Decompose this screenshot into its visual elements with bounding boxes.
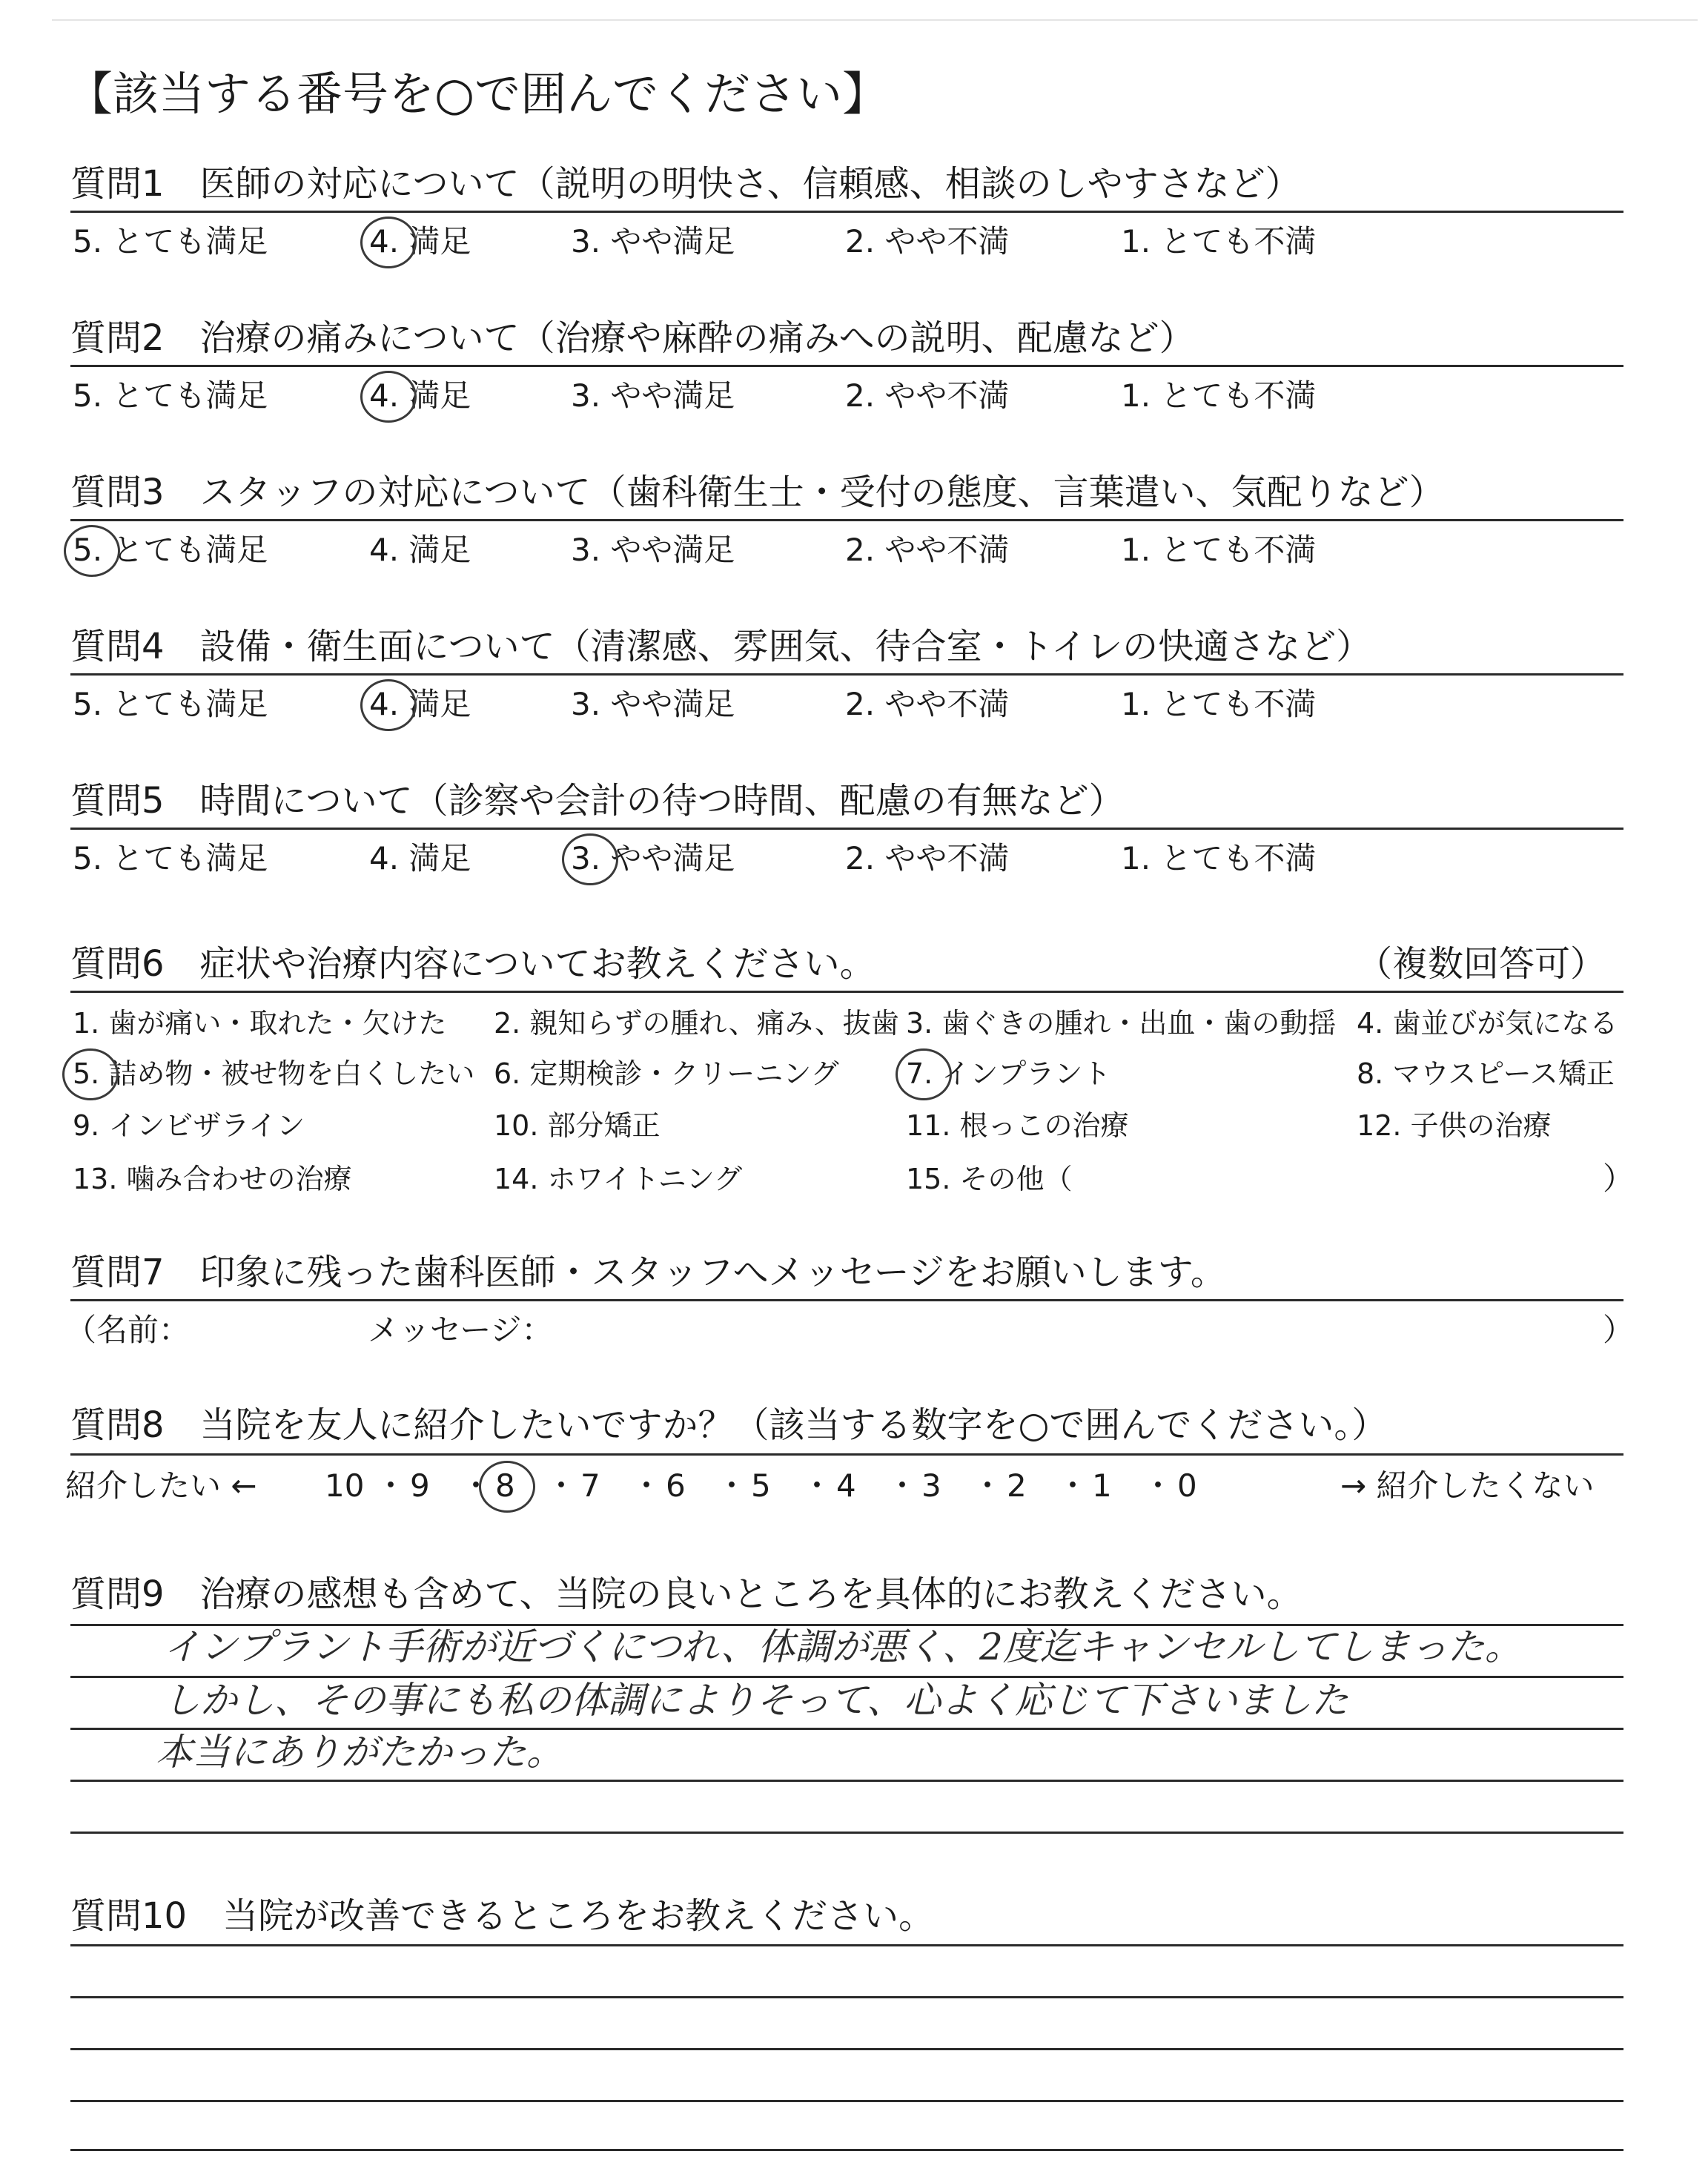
q6-selection-circle <box>62 1048 119 1100</box>
q6-multiple-note: （複数回答可） <box>1357 943 1606 985</box>
q5-option[interactable]: 2. やや不満 <box>845 840 1010 876</box>
q9-rule-5 <box>70 1832 1623 1834</box>
q7-rule <box>70 1299 1623 1301</box>
q6-selection-circle <box>896 1048 952 1100</box>
q6-option[interactable]: 6. 定期検診・クリーニング <box>494 1057 839 1090</box>
q1-title: 質問1 医師の対応について（説明の明快さ、信頼感、相談のしやすさなど） <box>70 163 1301 205</box>
q5-option[interactable]: 3. やや満足 <box>571 840 735 876</box>
q5-option[interactable]: 1. とても不満 <box>1121 840 1317 876</box>
q4-title: 質問4 設備・衛生面について（清潔感、雰囲気、待合室・トイレの快適さなど） <box>70 626 1372 667</box>
q10-rule-4 <box>70 2100 1623 2102</box>
q8-scale-separator: ・ <box>375 1467 407 1504</box>
q7-title: 質問7 印象に残った歯科医師・スタッフへメッセージをお願いします。 <box>70 1252 1226 1293</box>
q8-scale-value[interactable]: 1 <box>1092 1467 1112 1504</box>
q6-option[interactable]: 9. インビザライン <box>73 1109 305 1142</box>
q3-option[interactable]: 3. やや満足 <box>571 532 735 568</box>
q3-selection-circle <box>64 525 120 577</box>
q5-selection-circle <box>562 833 618 885</box>
q3-option[interactable]: 1. とても不満 <box>1121 532 1317 568</box>
q6-option[interactable]: 5. 詰め物・被せ物を白くしたい <box>73 1057 475 1090</box>
q1-rule <box>70 211 1623 213</box>
q6-option[interactable]: 1. 歯が痛い・取れた・欠けた <box>73 1007 447 1040</box>
q6-option[interactable]: 8. マウスピース矯正 <box>1357 1057 1615 1090</box>
q6-title: 質問6 症状や治療内容についてお教えください。 <box>70 943 875 985</box>
q9-answer-line-3: 本当にありがたかった。 <box>156 1731 563 1774</box>
q3-rule <box>70 519 1623 521</box>
q1-selection-circle <box>360 217 417 268</box>
q2-selection-circle <box>360 371 417 423</box>
q8-title: 質問8 当院を友人に紹介したいですか？（該当する数字を○で囲んでください。） <box>70 1404 1388 1446</box>
q8-scale-value[interactable]: 2 <box>1007 1467 1027 1504</box>
q6-option[interactable]: 11. 根っこの治療 <box>906 1109 1129 1142</box>
form-instruction: 【該当する番号を○で囲んでください】 <box>67 67 889 121</box>
q6-option[interactable]: 7. インプラント <box>906 1057 1111 1090</box>
q7-close: ） <box>1603 1312 1635 1348</box>
q8-scale-separator: ・ <box>801 1467 833 1504</box>
q6-option[interactable]: 12. 子供の治療 <box>1357 1109 1552 1142</box>
q4-option[interactable]: 5. とても満足 <box>73 686 268 722</box>
q6-option[interactable]: 3. 歯ぐきの腫れ・出血・歯の動揺 <box>906 1007 1337 1040</box>
q7-message-label: メッセージ： <box>368 1312 553 1348</box>
q5-option[interactable]: 4. 満足 <box>369 840 471 876</box>
q8-left-label: 紹介したい ← <box>65 1467 257 1504</box>
q8-scale-separator: ・ <box>546 1467 577 1504</box>
q8-scale-value[interactable]: 0 <box>1177 1467 1197 1504</box>
q4-option[interactable]: 4. 満足 <box>369 686 471 722</box>
q7-name-label: （名前： <box>65 1312 191 1348</box>
q6-option[interactable]: 13. 噛み合わせの治療 <box>73 1163 352 1195</box>
q8-scale-value[interactable]: 10 <box>325 1467 365 1504</box>
q8-scale-separator: ・ <box>887 1467 918 1504</box>
q9-title: 質問9 治療の感想も含めて、当院の良いところを具体的にお教えください。 <box>70 1573 1302 1615</box>
q9-answer-line-2: しかし、その事にも私の体調によりそって、心よく応じて下さいました <box>163 1679 1348 1722</box>
q1-option[interactable]: 5. とても満足 <box>73 223 268 260</box>
q6-option[interactable]: 2. 親知らずの腫れ、痛み、抜歯 <box>494 1007 899 1040</box>
q8-scale-value[interactable]: 3 <box>921 1467 941 1504</box>
q6-option[interactable]: 15. その他（ <box>906 1163 1073 1195</box>
q2-option[interactable]: 1. とても不満 <box>1121 377 1317 414</box>
q8-scale-separator: ・ <box>460 1467 492 1504</box>
q4-option[interactable]: 2. やや不満 <box>845 686 1010 722</box>
q6-other-close: ） <box>1603 1160 1635 1197</box>
q8-scale-separator: ・ <box>631 1467 663 1504</box>
q8-rule <box>70 1453 1623 1456</box>
q2-option[interactable]: 4. 満足 <box>369 377 471 414</box>
q5-option[interactable]: 5. とても満足 <box>73 840 268 876</box>
q2-option[interactable]: 3. やや満足 <box>571 377 735 414</box>
q1-option[interactable]: 4. 満足 <box>369 223 471 260</box>
q2-option[interactable]: 2. やや不満 <box>845 377 1010 414</box>
q10-rule-3 <box>70 2048 1623 2050</box>
q10-rule-5 <box>70 2149 1623 2151</box>
q5-rule <box>70 828 1623 830</box>
q8-scale-value[interactable]: 8 <box>495 1467 515 1504</box>
q8-scale-value[interactable]: 7 <box>580 1467 600 1504</box>
q10-rule-1 <box>70 1944 1623 1946</box>
q8-right-label: → 紹介したくない <box>1340 1467 1595 1504</box>
q3-option[interactable]: 4. 満足 <box>369 532 471 568</box>
q3-title: 質問3 スタッフの対応について（歯科衛生士・受付の態度、言葉遣い、気配りなど） <box>70 472 1445 513</box>
q4-selection-circle <box>360 679 417 731</box>
q8-scale-value[interactable]: 5 <box>751 1467 771 1504</box>
q2-title: 質問2 治療の痛みについて（治療や麻酔の痛みへの説明、配慮など） <box>70 317 1195 359</box>
q10-title: 質問10 当院が改善できるところをお教えください。 <box>70 1895 935 1937</box>
q1-option[interactable]: 1. とても不満 <box>1121 223 1317 260</box>
q1-option[interactable]: 3. やや満足 <box>571 223 735 260</box>
q8-selection-circle <box>479 1461 535 1513</box>
q8-scale-separator: ・ <box>716 1467 748 1504</box>
q8-scale-value[interactable]: 6 <box>666 1467 686 1504</box>
q6-option[interactable]: 14. ホワイトニング <box>494 1163 743 1195</box>
q1-option[interactable]: 2. やや不満 <box>845 223 1010 260</box>
q3-option[interactable]: 2. やや不満 <box>845 532 1010 568</box>
q10-rule-2 <box>70 1996 1623 1998</box>
q8-scale-separator: ・ <box>1142 1467 1174 1504</box>
q4-option[interactable]: 3. やや満足 <box>571 686 735 722</box>
q8-scale-value[interactable]: 4 <box>836 1467 856 1504</box>
q4-rule <box>70 673 1623 676</box>
q8-scale-separator: ・ <box>972 1467 1004 1504</box>
q8-scale-value[interactable]: 9 <box>410 1467 430 1504</box>
q9-rule-4 <box>70 1780 1623 1782</box>
q6-rule <box>70 991 1623 993</box>
top-border <box>52 19 1698 21</box>
q9-answer-line-1: インプラント手術が近づくにつれ、体調が悪く、2度迄キャンセルしてしまった。 <box>163 1625 1522 1668</box>
q2-option[interactable]: 5. とても満足 <box>73 377 268 414</box>
q4-option[interactable]: 1. とても不満 <box>1121 686 1317 722</box>
q5-title: 質問5 時間について（診察や会計の待つ時間、配慮の有無など） <box>70 780 1125 822</box>
q8-scale-separator: ・ <box>1057 1467 1089 1504</box>
q6-option[interactable]: 10. 部分矯正 <box>494 1109 661 1142</box>
q3-option[interactable]: 5. とても満足 <box>73 532 268 568</box>
q6-option[interactable]: 4. 歯並びが気になる <box>1357 1007 1618 1040</box>
q2-rule <box>70 365 1623 367</box>
